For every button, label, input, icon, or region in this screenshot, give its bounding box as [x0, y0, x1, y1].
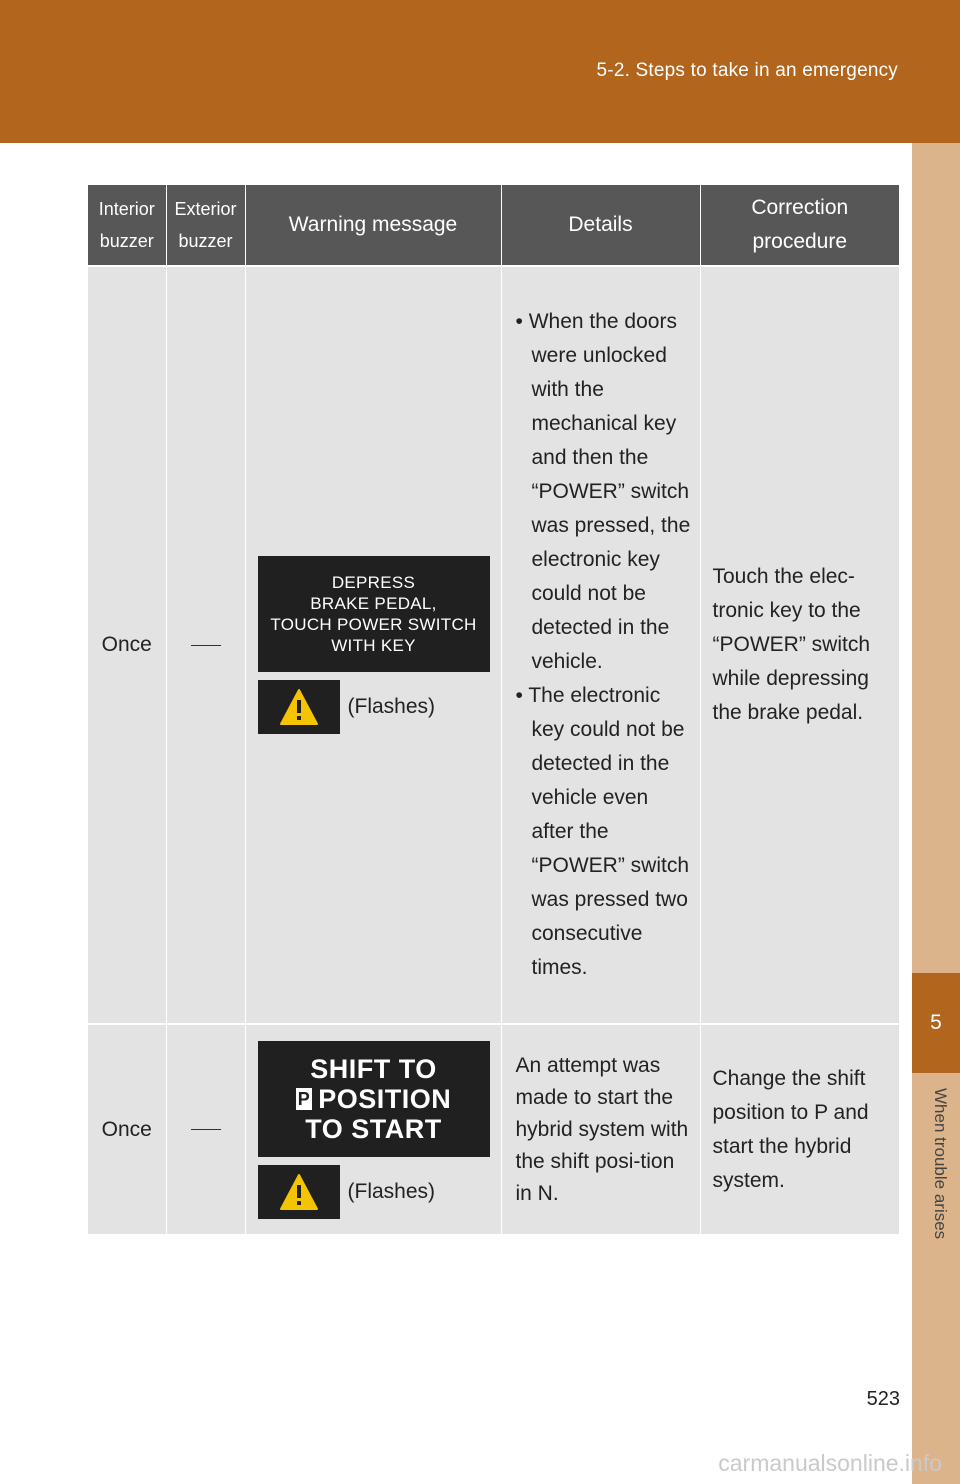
- header-details: Details: [501, 185, 700, 266]
- warning-triangle-icon: [258, 680, 340, 734]
- table-row: [88, 1024, 899, 1234]
- header-interior-buzzer: Interior buzzer: [88, 185, 166, 266]
- watermark: carmanualsonline.info: [718, 1450, 942, 1476]
- display-message: [258, 556, 490, 672]
- display-message: [258, 1041, 490, 1157]
- dash-mark: [191, 1129, 221, 1130]
- warning-message-table: [88, 185, 899, 1234]
- chapter-number: 5: [912, 973, 960, 1073]
- flash-label: (Flashes): [347, 695, 436, 718]
- warning-message-cell: [245, 266, 501, 1024]
- display-line: POSITION: [318, 1083, 452, 1114]
- display-line: BRAKE PEDAL,: [310, 594, 437, 613]
- list-item: • When the doors were unlocked with the mechanical key and then the “POWER” switch was pressed, the electronic key could not be detected in the vehicle.: [515, 310, 691, 673]
- display-line: SHIFT TO: [310, 1053, 437, 1084]
- correction-cell: Change the shift position to P and start the hybrid system.: [700, 1024, 899, 1234]
- details-cell: [501, 266, 700, 1024]
- section-title: 5-2. Steps to take in an emergency: [596, 60, 898, 81]
- list-item: • The electronic key could not be detected in the vehicle even after the “POWER” switch was pressed two consecutive times.: [515, 684, 689, 979]
- warning-message-cell: [245, 1024, 501, 1234]
- details-cell: An attempt was made to start the hybrid system with the shift posi-tion in N.: [501, 1024, 700, 1234]
- dash-mark: [191, 645, 221, 646]
- header-warning-message: Warning message: [245, 185, 501, 266]
- correction-cell: Touch the elec-tronic key to the “POWER” switch while depressing the brake pedal.: [700, 266, 899, 1024]
- header-correction-procedure: Correction procedure: [700, 185, 899, 266]
- table-header-row: [88, 185, 899, 266]
- display-line: WITH KEY: [331, 636, 416, 655]
- chapter-side-tab: [912, 143, 960, 1484]
- exterior-buzzer-cell: [166, 266, 245, 1024]
- flash-label: (Flashes): [347, 1179, 436, 1203]
- display-line: TO START: [305, 1113, 442, 1144]
- interior-buzzer-cell: Once: [88, 1024, 166, 1234]
- table-row: [88, 266, 899, 1024]
- interior-buzzer-cell: Once: [88, 266, 166, 1024]
- exterior-buzzer-cell: [166, 1024, 245, 1234]
- chapter-label: When trouble arises: [931, 1088, 950, 1240]
- page-number: 523: [866, 1388, 900, 1410]
- header-exterior-buzzer: Exterior buzzer: [166, 185, 245, 266]
- warning-triangle-icon: [258, 1165, 340, 1219]
- page-header: [0, 0, 960, 143]
- display-line: DEPRESS: [331, 573, 416, 592]
- display-line: TOUCH POWER SWITCH: [270, 615, 477, 634]
- p-position-badge: P: [297, 1088, 311, 1109]
